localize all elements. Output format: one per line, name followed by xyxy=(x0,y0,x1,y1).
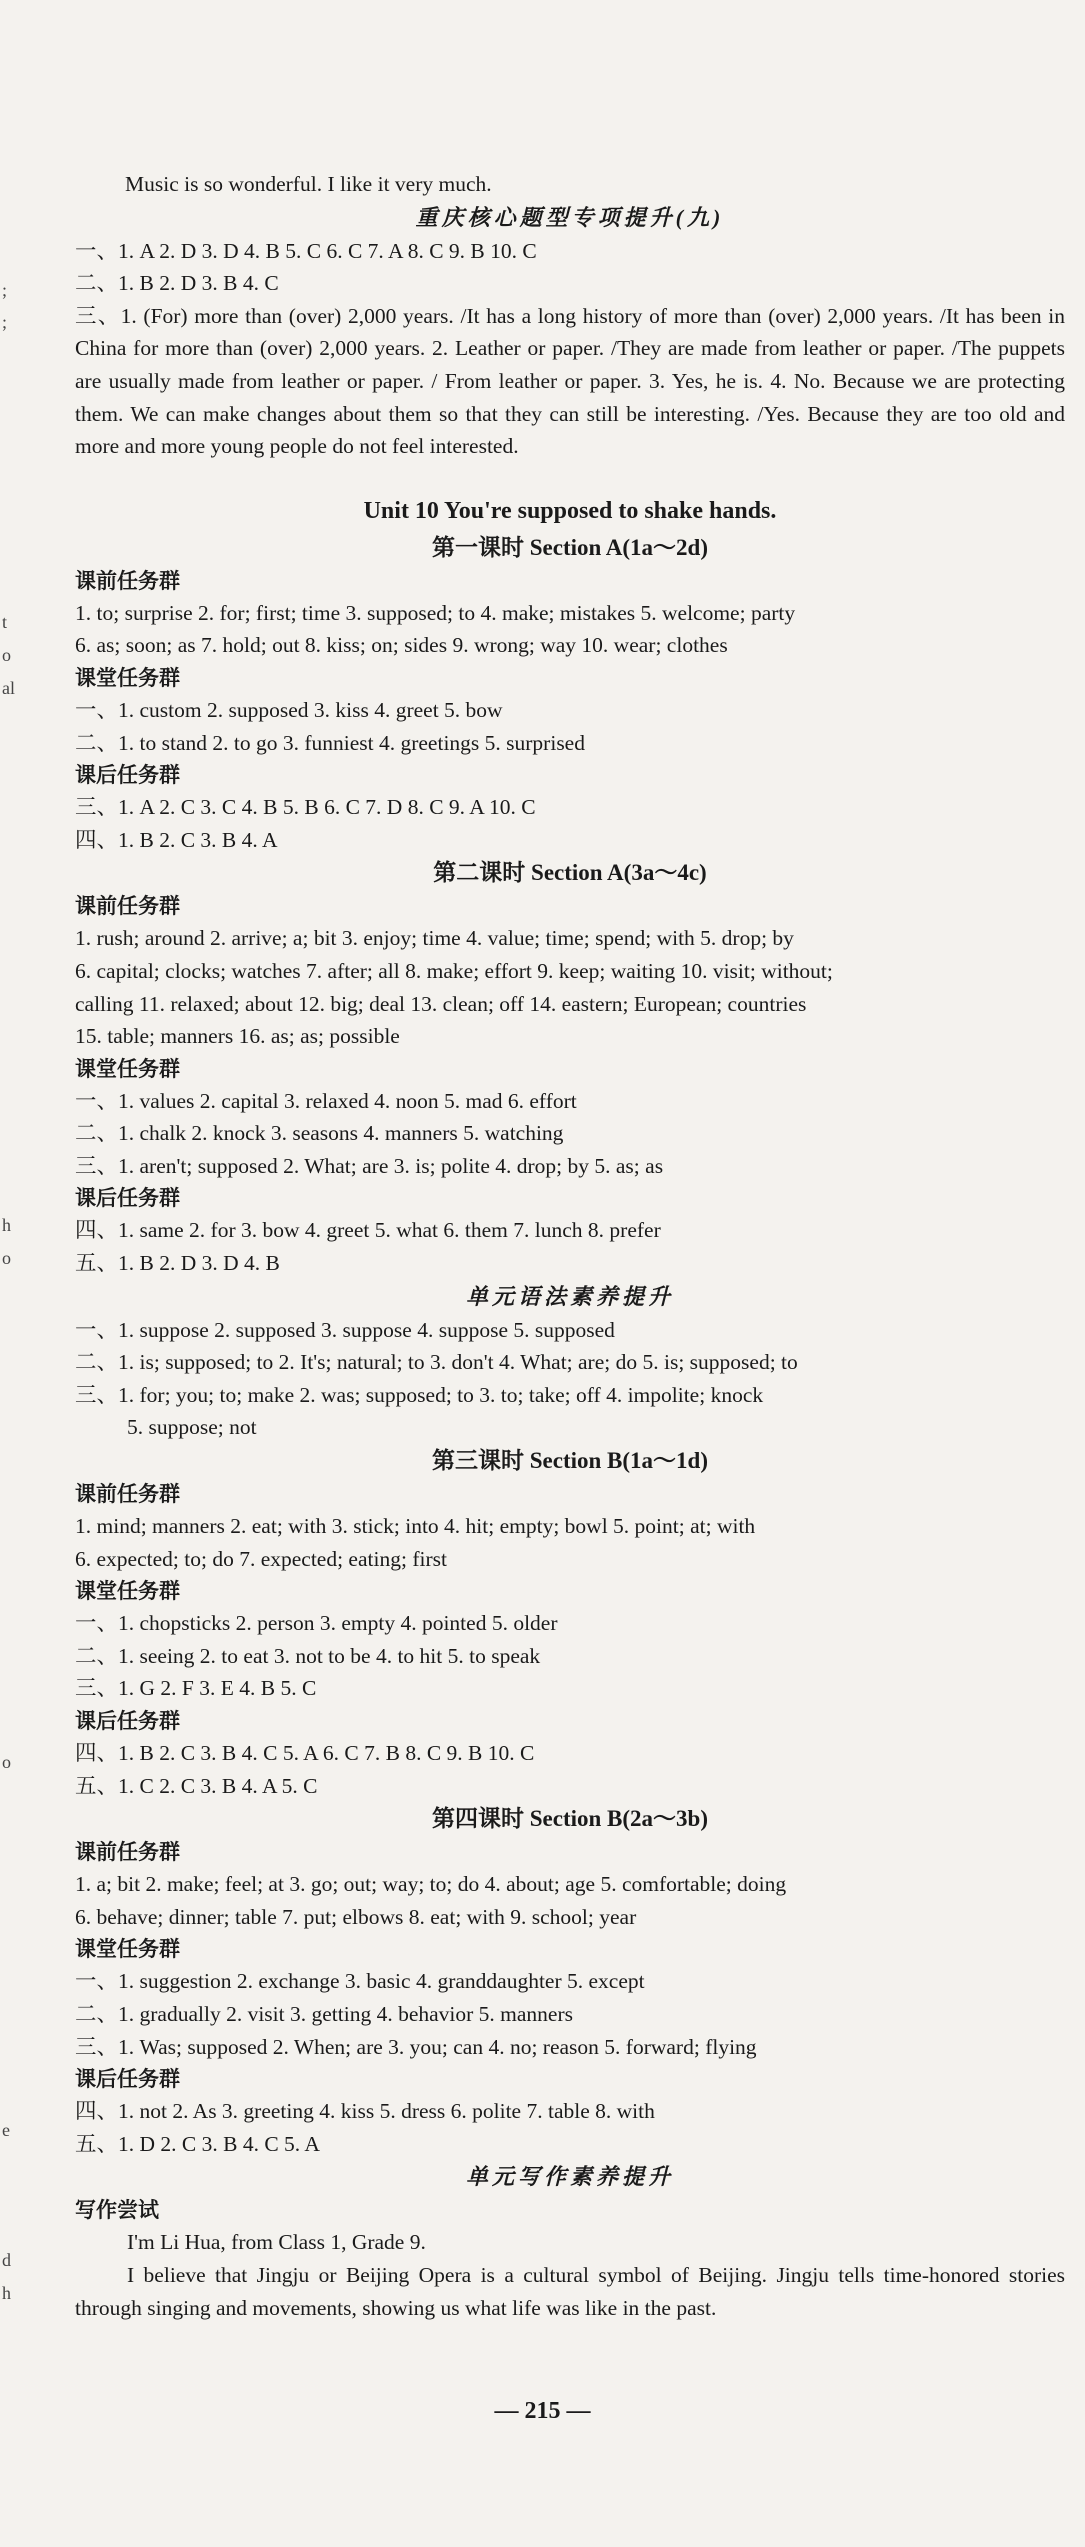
answer-line: 1. rush; around 2. arrive; a; bit 3. enjoy; time 4. value; time; spend; with 5. drop; by xyxy=(75,926,794,951)
page-number: — 215 — xyxy=(494,2398,591,2424)
margin-mark: o xyxy=(2,645,11,665)
lesson-title: 第四课时 Section B(2a～3b) xyxy=(432,1806,708,1832)
answer-content xyxy=(75,168,1065,2324)
answer-line: 1. to; surprise 2. for; first; time 3. supposed; to 4. make; mistakes 5. welcome; party xyxy=(75,600,796,625)
answer-line: 15. table; manners 16. as; as; possible xyxy=(75,1024,400,1049)
lesson-title: 第三课时 Section B(1a～1d) xyxy=(432,1448,708,1474)
task-group-label: 课后任务群 xyxy=(75,763,180,788)
answer-line: 1. mind; manners 2. eat; with 3. stick; into 4. hit; empty; bowl 5. point; at; with xyxy=(75,1514,756,1539)
writing-label: 写作尝试 xyxy=(75,2198,159,2223)
margin-mark: h xyxy=(2,2283,11,2303)
answer-line: 一、1. A 2. D 3. D 4. B 5. C 6. C 7. A 8. C 9. B 10. C xyxy=(75,238,537,263)
answer-line: 二、1. to stand 2. to go 3. funniest 4. greetings 5. surprised xyxy=(75,730,585,755)
margin-mark: al xyxy=(2,678,15,698)
task-group-label: 课前任务群 xyxy=(75,894,180,919)
lesson2-answers xyxy=(75,890,1065,1279)
answer-line: 一、1. suggestion 2. exchange 3. basic 4. granddaughter 5. except xyxy=(75,1969,645,1994)
lesson4-answers xyxy=(75,1836,1065,2160)
answer-line: 三、1. aren't; supposed 2. What; are 3. is; polite 4. drop; by 5. as; as xyxy=(75,1153,664,1178)
margin-mark: ; xyxy=(2,312,8,332)
answer-line: 二、1. chalk 2. knock 3. seasons 4. manners 5. watching xyxy=(75,1121,564,1146)
task-group-label: 课堂任务群 xyxy=(75,1937,180,1962)
task-group-label: 课前任务群 xyxy=(75,568,180,593)
task-group-label: 课后任务群 xyxy=(75,1186,180,1211)
lesson1-answers xyxy=(75,565,1065,857)
answer-line: 五、1. C 2. C 3. B 4. A 5. C xyxy=(75,1773,318,1798)
answer-line: 二、1. B 2. D 3. B 4. C xyxy=(75,271,279,296)
lesson3-answers xyxy=(75,1478,1065,1802)
margin-mark: o xyxy=(2,1752,11,1772)
writing-section-title: 单元写作素养提升 xyxy=(465,2164,674,2190)
answer-line: 二、1. is; supposed; to 2. It's; natural; to 3. don't 4. What; are; do 5. is; supposed; to xyxy=(75,1350,798,1375)
section-title-core-9: 重庆核心题型专项提升(九) xyxy=(415,204,725,230)
answer-line: 三、1. for; you; to; make 2. was; supposed; to 3. to; take; off 4. impolite; knock xyxy=(75,1382,764,1407)
unit-title: Unit 10 You're supposed to shake hands. xyxy=(363,497,777,524)
task-group-label: 课堂任务群 xyxy=(75,1579,180,1604)
lesson-title: 第一课时 Section A(1a～2d) xyxy=(432,534,708,560)
answer-line: 四、1. B 2. C 3. B 4. C 5. A 6. C 7. B 8. C 9. B 10. C xyxy=(75,1741,535,1765)
answer-line: 四、1. same 2. for 3. bow 4. greet 5. what 6. them 7. lunch 8. prefer xyxy=(75,1218,661,1243)
margin-mark: e xyxy=(2,2120,10,2140)
answer-line: 6. as; soon; as 7. hold; out 8. kiss; on; sides 9. wrong; way 10. wear; clothes xyxy=(75,633,728,658)
answer-line: 三、1. G 2. F 3. E 4. B 5. C xyxy=(75,1676,317,1701)
answer-line: 6. behave; dinner; table 7. put; elbows 8. eat; with 9. school; year xyxy=(75,1904,637,1929)
margin-mark: t xyxy=(2,612,8,632)
answer-line: 二、1. seeing 2. to eat 3. not to be 4. to hit 5. to speak xyxy=(75,1643,541,1668)
answer-line: 一、1. suppose 2. supposed 3. suppose 4. suppose 5. supposed xyxy=(75,1317,615,1342)
margin-mark: ; xyxy=(2,280,8,300)
answer-line: 四、1. B 2. C 3. B 4. A xyxy=(75,827,278,852)
answer-line: 6. expected; to; do 7. expected; eating; first xyxy=(75,1546,447,1571)
task-group-label: 课后任务群 xyxy=(75,1709,180,1733)
task-group-label: 课前任务群 xyxy=(75,1482,180,1507)
page-number-value: 215 xyxy=(524,2398,561,2424)
grammar-answers xyxy=(75,1314,1065,1444)
lesson-title: 第二课时 Section A(3a～4c) xyxy=(433,860,707,886)
margin-mark: d xyxy=(2,2250,11,2270)
grammar-section-title: 单元语法素养提升 xyxy=(465,1283,674,1309)
answer-line: 一、1. chopsticks 2. person 3. empty 4. pointed 5. older xyxy=(75,1611,558,1636)
task-group-label: 课堂任务群 xyxy=(75,665,180,690)
left-margin-marks xyxy=(0,0,20,2547)
writing-line: I'm Li Hua, from Class 1, Grade 9. xyxy=(127,2230,426,2255)
writing-paragraph: I believe that Jingju or Beijing Opera is a cultural symbol of Beijing. Jingju tells time-honored stories through singing and movements, showing us what life was like in the past. xyxy=(75,2262,1065,2320)
answer-line: calling 11. relaxed; about 12. big; deal 13. clean; off 14. eastern; European; countries xyxy=(75,991,807,1016)
answer-paragraph: 三、1. (For) more than (over) 2,000 years. /It has a long history of more than (over) 2,000 years. /It has been in China for more than (over) 2,000 years. 2. Leather or paper. /They are made from leather or paper. /The puppets are usually made from leather or paper. / From leather or paper. 3. Yes, he is. 4. No. Because we are protecting them. We can make changes about them so that they can still be interesting. /Yes. Because they are too old and more and more young people do not feel interested. xyxy=(75,303,1065,459)
answer-line: 一、1. values 2. capital 3. relaxed 4. noon 5. mad 6. effort xyxy=(75,1088,577,1113)
answer-line: 6. capital; clocks; watches 7. after; all 8. make; effort 9. keep; waiting 10. visit; without; xyxy=(75,958,833,983)
answer-line: 四、1. not 2. As 3. greeting 4. kiss 5. dress 6. polite 7. table 8. with xyxy=(75,2099,655,2124)
answer-line: 二、1. gradually 2. visit 3. getting 4. behavior 5. manners xyxy=(75,2001,573,2026)
task-group-label: 课前任务群 xyxy=(75,1840,180,1865)
margin-mark: h xyxy=(2,1215,11,1235)
task-group-label: 课堂任务群 xyxy=(75,1056,180,1081)
answer-line: 1. a; bit 2. make; feel; at 3. go; out; way; to; do 4. about; age 5. comfortable; doing xyxy=(75,1872,787,1897)
answer-line: 一、1. custom 2. supposed 3. kiss 4. greet 5. bow xyxy=(75,697,503,722)
answer-line: 三、1. A 2. C 3. C 4. B 5. B 6. C 7. D 8. C 9. A 10. C xyxy=(75,795,536,820)
answer-line: 五、1. B 2. D 3. D 4. B xyxy=(75,1251,280,1276)
answer-line: 5. suppose; not xyxy=(127,1415,257,1440)
answer-line: 五、1. D 2. C 3. B 4. C 5. A xyxy=(75,2131,320,2156)
answer-line: 三、1. Was; supposed 2. When; are 3. you; can 4. no; reason 5. forward; flying xyxy=(75,2034,757,2059)
margin-mark: o xyxy=(2,1248,11,1268)
task-group-label: 课后任务群 xyxy=(75,2067,180,2092)
intro-line: Music is so wonderful. I like it very much. xyxy=(125,172,492,196)
